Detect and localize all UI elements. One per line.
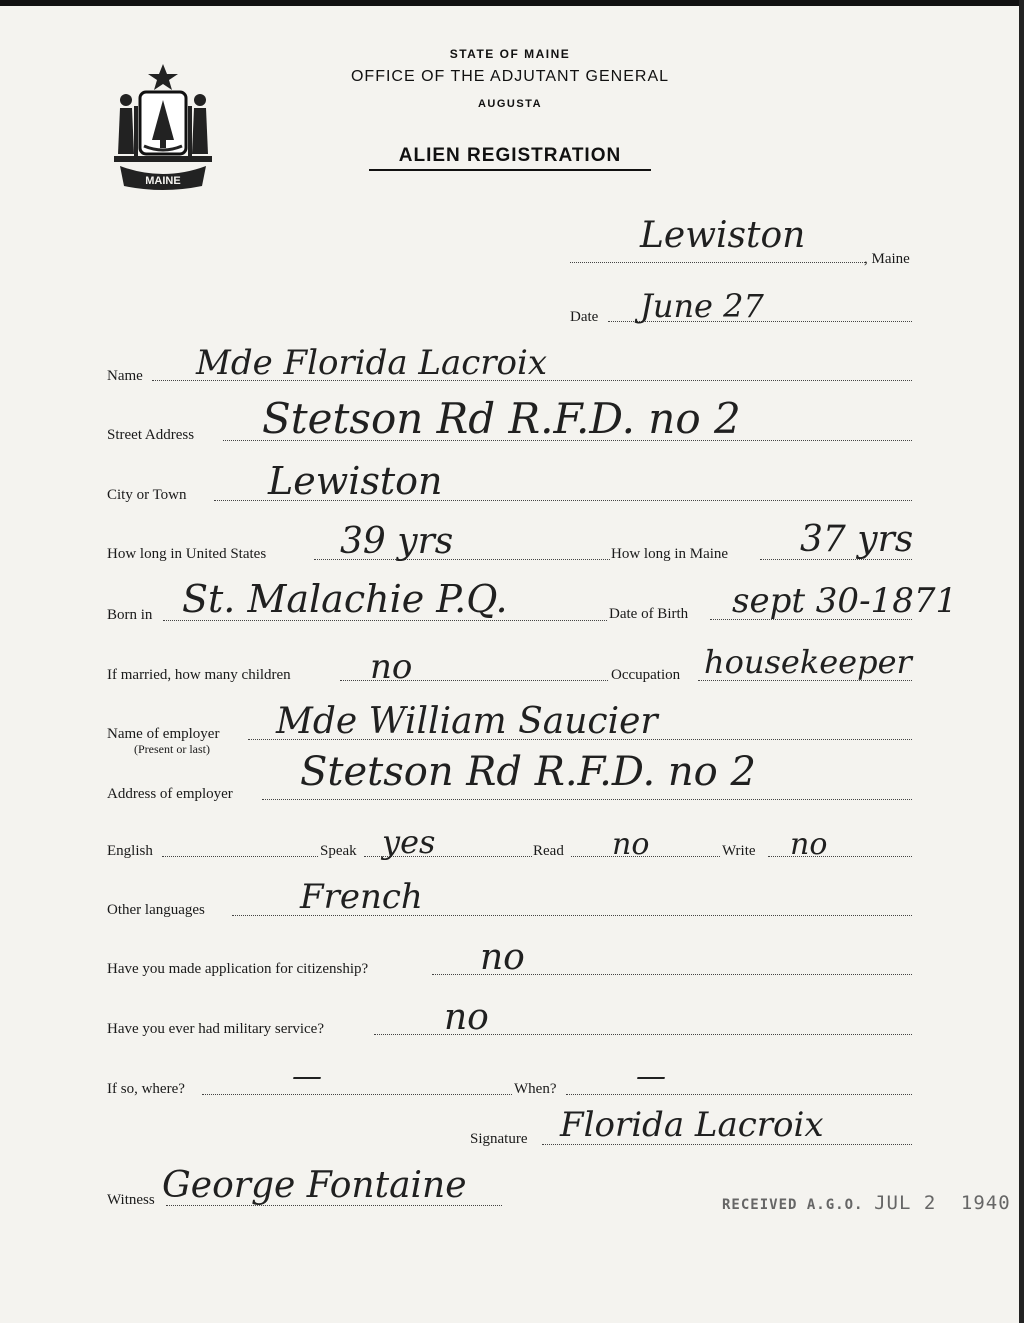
- occupation-label: Occupation: [611, 667, 681, 683]
- speak-value: yes: [382, 823, 436, 861]
- header-city: AUGUSTA: [477, 98, 543, 110]
- children-label: If married, how many children: [107, 667, 291, 683]
- read-value: no: [612, 827, 650, 862]
- children-value: no: [370, 647, 413, 687]
- born-label: Born in: [107, 607, 153, 623]
- stamp-label: RECEIVED A.G.O.: [722, 1197, 864, 1213]
- stamp-date: JUL 2: [874, 1192, 937, 1214]
- seal-text: MAINE: [145, 175, 181, 187]
- employer-label: Name of employer: [107, 726, 220, 742]
- date-label: Date: [570, 309, 599, 325]
- signature-value: Florida Lacroix: [560, 1105, 824, 1145]
- read-label: Read: [533, 843, 564, 859]
- dob-label: Date of Birth: [609, 606, 689, 622]
- employer-value: Mde William Saucier: [276, 701, 658, 742]
- maine-label: , Maine: [864, 251, 910, 267]
- other-lang-label: Other languages: [107, 902, 205, 918]
- military-label: Have you ever had military service?: [107, 1021, 324, 1037]
- born-value: St. Malachie P.Q.: [182, 577, 508, 621]
- where-label: If so, where?: [107, 1081, 185, 1097]
- name-value: Mde Florida Lacroix: [196, 343, 548, 383]
- header-state: STATE OF MAINE: [449, 47, 571, 61]
- write-value: no: [790, 827, 828, 862]
- employer-addr-line: [262, 799, 912, 800]
- header-office: OFFICE OF THE ADJUTANT GENERAL: [350, 68, 670, 85]
- maine-years-label: How long in Maine: [611, 546, 729, 562]
- form-title: ALIEN REGISTRATION: [398, 145, 622, 166]
- name-label: Name: [107, 368, 143, 384]
- town-line: [570, 262, 865, 263]
- dob-value: sept 30-1871: [732, 581, 958, 621]
- town-value: Lewiston: [640, 215, 806, 256]
- when-value: —: [636, 1059, 666, 1094]
- write-label: Write: [722, 843, 756, 859]
- city-label: City or Town: [107, 487, 187, 503]
- street-label: Street Address: [107, 427, 195, 443]
- english-line: [162, 856, 318, 857]
- scan-edge-top: [0, 0, 1024, 6]
- witness-label: Witness: [107, 1192, 155, 1208]
- date-value: June 27: [640, 287, 764, 325]
- military-value: no: [444, 997, 489, 1038]
- signature-label: Signature: [470, 1131, 528, 1147]
- citizenship-value: no: [480, 937, 525, 978]
- occupation-value: housekeeper: [704, 643, 912, 681]
- received-stamp: [722, 1192, 1011, 1214]
- other-lang-value: French: [300, 877, 423, 917]
- us-years-value: 39 yrs: [340, 521, 454, 562]
- maine-years-value: 37 yrs: [800, 519, 914, 560]
- when-line: [566, 1094, 912, 1095]
- us-years-label: How long in United States: [107, 546, 267, 562]
- where-value: —: [292, 1059, 322, 1094]
- employer-note: (Present or last): [134, 742, 210, 756]
- speak-label: Speak: [320, 843, 357, 859]
- stamp-year: 1940: [960, 1192, 1011, 1214]
- witness-value: George Fontaine: [162, 1165, 467, 1206]
- employer-addr-label: Address of employer: [107, 786, 233, 802]
- english-label: English: [107, 843, 153, 859]
- scan-edge-right: [1019, 0, 1024, 1323]
- employer-addr-value: Stetson Rd R.F.D. no 2: [300, 749, 756, 795]
- when-label: When?: [514, 1081, 557, 1097]
- street-value: Stetson Rd R.F.D. no 2: [262, 394, 741, 443]
- city-value: Lewiston: [268, 459, 443, 503]
- title-underline: [369, 169, 651, 171]
- citizenship-label: Have you made application for citizenship?: [107, 961, 369, 977]
- where-line: [202, 1094, 512, 1095]
- state-of-maine-seal: [108, 62, 218, 192]
